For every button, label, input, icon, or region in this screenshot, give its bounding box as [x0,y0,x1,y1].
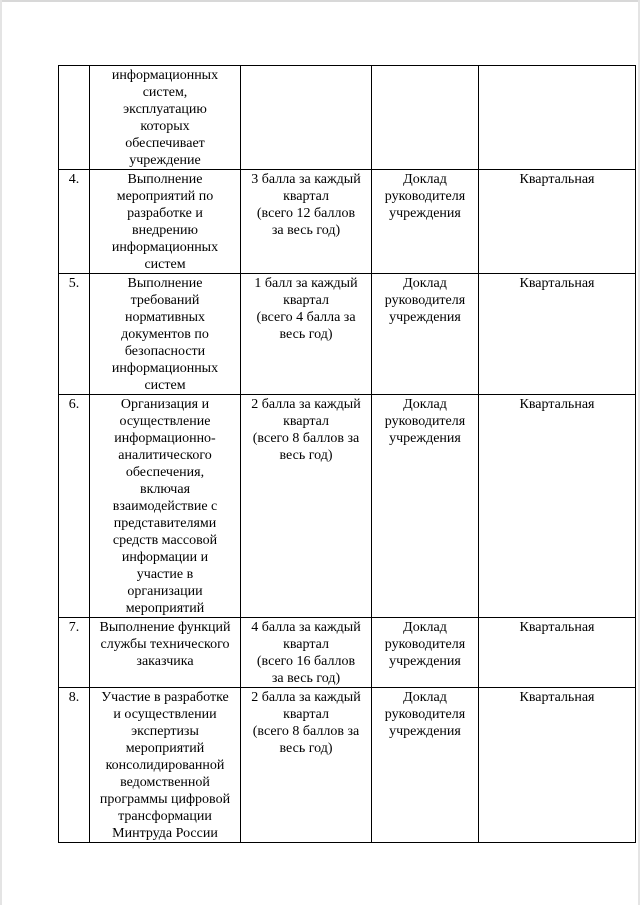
criterion-name-text: Участие в разработке и осуществлении экспертизы мероприятий консолидированной ведомственной программы цифровой трансформации Минтруда России [99,690,231,841]
score-rule [241,66,372,170]
report-source [372,618,479,688]
page-edge-top [0,0,640,2]
criterion-name [90,66,241,170]
score-rule-text: 1 балл за каждый квартал (всего 4 балла за весь год) [254,276,358,342]
row-number [59,170,90,274]
report-source-text: Доклад руководителя учреждения [384,172,466,221]
report-source-text: Доклад руководителя учреждения [384,690,466,739]
periodicity-text: Квартальная [519,172,595,187]
score-rule-text: 2 балла за каждый квартал (всего 8 баллов за весь год) [251,690,361,756]
report-source [372,274,479,395]
criterion-name-text: Организация и осуществление информационно- аналитического обеспечения, включая взаимодействие с представителями средств массовой информации и участие в организации мероприятий [112,397,218,616]
row-number [59,688,90,843]
row-number-text: 7. [68,620,80,635]
row-number [59,274,90,395]
page-edge-left [0,0,2,905]
row-number-text: 4. [68,172,80,187]
periodicity-text: Квартальная [519,620,595,635]
row-number [59,395,90,618]
score-rule-text: 4 балла за каждый квартал (всего 16 баллов за весь год) [251,620,361,686]
periodicity [479,170,636,274]
row-number [59,66,90,170]
report-source [372,66,479,170]
criterion-name-text: Выполнение мероприятий по разработке и внедрению информационных систем [111,172,219,272]
score-rule [241,274,372,395]
criterion-name [90,395,241,618]
table-row [59,618,636,688]
criteria-table [58,65,636,843]
report-source [372,170,479,274]
table-row [59,688,636,843]
periodicity [479,66,636,170]
row-number-text: 6. [68,397,80,412]
report-source-text: Доклад руководителя учреждения [384,397,466,446]
table-row [59,395,636,618]
score-rule [241,170,372,274]
table-row [59,170,636,274]
periodicity-text: Квартальная [519,690,595,705]
criterion-name [90,688,241,843]
periodicity [479,618,636,688]
score-rule-text: 2 балла за каждый квартал (всего 8 баллов за весь год) [251,397,361,463]
score-rule-text: 3 балла за каждый квартал (всего 12 баллов за весь год) [251,172,361,238]
report-source [372,688,479,843]
score-rule [241,618,372,688]
table-row [59,274,636,395]
periodicity [479,395,636,618]
criterion-name [90,618,241,688]
criterion-name [90,274,241,395]
table-row [59,66,636,170]
criterion-name-text: информационных систем, эксплуатацию которых обеспечивает учреждение [111,68,219,168]
periodicity [479,688,636,843]
report-source-text: Доклад руководителя учреждения [384,276,466,325]
score-rule [241,395,372,618]
report-source-text: Доклад руководителя учреждения [384,620,466,669]
periodicity-text: Квартальная [519,276,595,291]
report-source [372,395,479,618]
row-number-text: 5. [68,276,80,291]
row-number-text: 8. [68,690,80,705]
periodicity-text: Квартальная [519,397,595,412]
criterion-name [90,170,241,274]
score-rule [241,688,372,843]
criteria-table-body [59,66,636,843]
criterion-name-text: Выполнение требований нормативных документов по безопасности информационных систем [111,276,219,393]
row-number [59,618,90,688]
periodicity [479,274,636,395]
criterion-name-text: Выполнение функций службы технического заказчика [99,620,231,669]
